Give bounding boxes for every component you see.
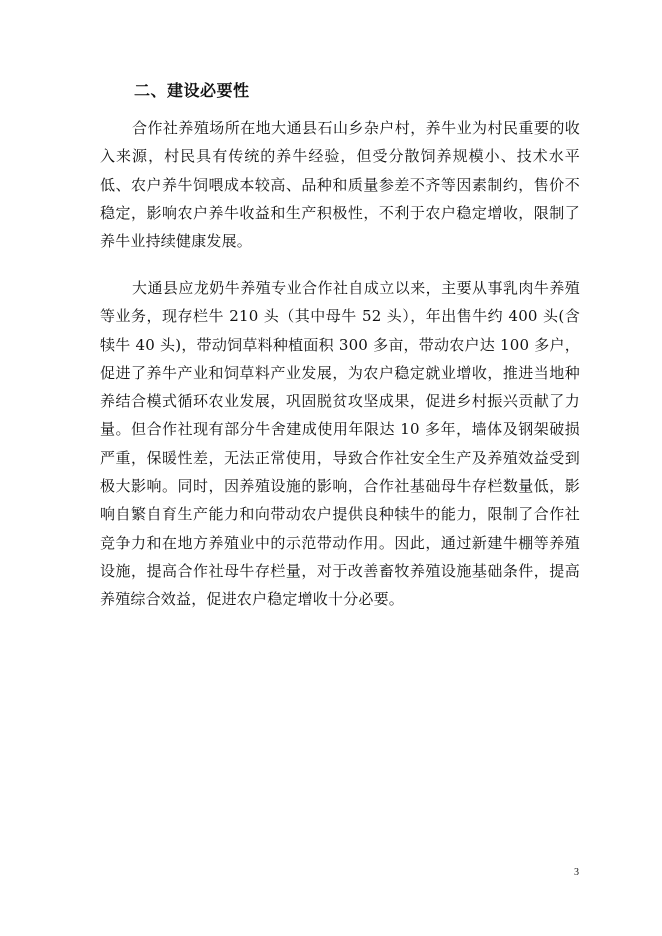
section-heading: 二、建设必要性	[134, 81, 250, 100]
page-number: 3	[574, 867, 579, 878]
paragraph-2: 大通县应龙奶牛养殖专业合作社自成立以来，主要从事乳肉牛养殖等业务，现存栏牛 210 头（其中母牛 52 头），年出售牛约 400 头(含犊牛 40 头)，带动饲草料种植面积 300 多亩，带动农户达 100 多户，促进了养牛产业和饲草料产业发展，为农户稳定就业增收，推进当地种养结合模式循环农业发展，巩固脱贫攻坚成果，促进乡村振兴贡献了力量。但合作社现有部分牛舍建成使用年限达 10 多年，墙体及钢架破损严重，保暖性差，无法正常使用，导致合作社安全生产及养殖效益受到极大影响。同时，因养殖设施的影响，合作社基础母牛存栏数量低，影响自繁自育生产能力和向带动农户提供良种犊牛的能力，限制了合作社竞争力和在地方养殖业中的示范带动作用。因此，通过新建牛棚等养殖设施，提高合作社母牛存栏量，对于改善畜牧养殖设施基础条件，提高养殖综合效益，促进农户稳定增收十分必要。	[100, 279, 580, 609]
paragraph-1: 合作社养殖场所在地大通县石山乡杂户村，养牛业为村民重要的收入来源，村民具有传统的养牛经验，但受分散饲养规模小、技术水平低、农户养牛饲喂成本较高、品种和质量参差不齐等因素制约，售价不稳定，影响农户养牛收益和生产积极性，不利于农户稳定增收，限制了养牛业持续健康发展。	[100, 119, 580, 251]
